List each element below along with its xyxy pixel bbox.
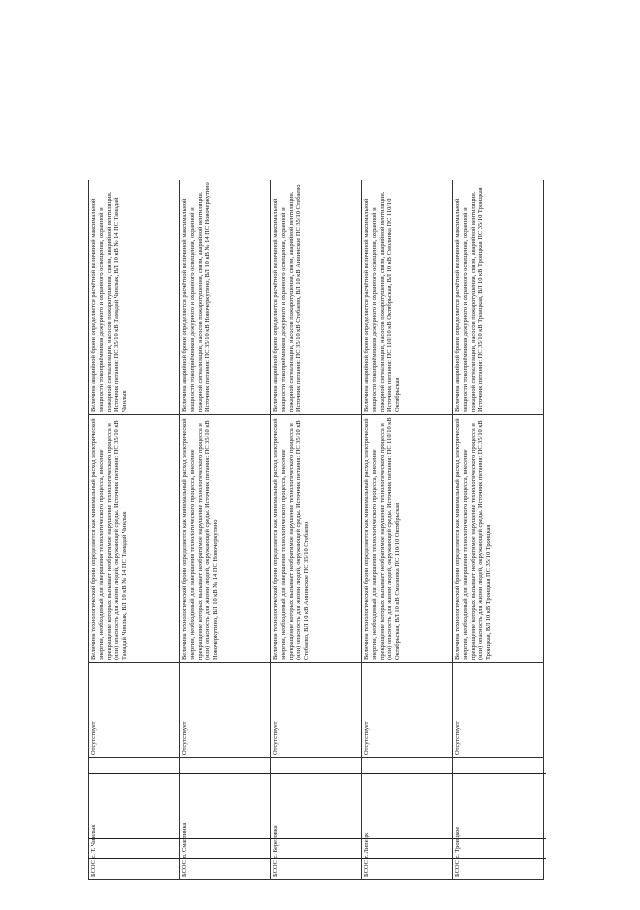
table-row	[453, 180, 544, 880]
status-cell: Отсутствует	[271, 663, 362, 758]
table-row	[362, 180, 453, 880]
facility-name-cell: БСОС г. Липецк	[362, 758, 453, 880]
emergency-reserve-cell: Величина аварийной брони определяется расчётной величиной максимальной мощности токоприёмников дежурного и охранного освещения, охранной и пожарной сигнализации, насосов пожаротушения, связи, аварийной вентиляции. Источник питания: ПС 35/10 кВ Новочеркутино, ВЛ 10 кВ № 14 ПС Новочеркутино	[180, 180, 271, 415]
emergency-reserve-cell: Величина аварийной брони определяется расчётной величиной максимальной мощности токоприёмников дежурного и охранного освещения, охранной и пожарной сигнализации, насосов пожаротушения, связи, аварийной вентиляции. Источник питания: ПС 35/10 кВ Троицкая, ВЛ 10 кВ Троицкая ПС 35/10 Троицкая	[453, 180, 544, 415]
table-row	[89, 180, 180, 880]
status-cell: Отсутствует	[453, 663, 544, 758]
status-cell: Отсутствует	[180, 663, 271, 758]
technological-reserve-cell: Величина технологической брони определяется как минимальный расход электрической энергии, необходимый для завершения технологического процесса, внесение прекращение которых вызывает необратимое нарушение технологического процесса и (или) опасность для жизни людей, окружающей среды. Источник питания: ПС 35/10 кВ Новочеркутино, ВЛ 10 кВ № 14 ПС Новочеркутино	[180, 415, 271, 663]
facility-name-cell: БСОС с. Т. Чинлык	[89, 758, 180, 880]
rotated-table-container	[88, 180, 544, 880]
status-cell: Отсутствует	[362, 663, 453, 758]
footer-divider-top	[88, 773, 546, 774]
facility-name-cell: БСОС с. Троицкое	[453, 758, 544, 880]
rotated-table-region	[88, 180, 548, 910]
technological-reserve-cell: Величина технологической брони определяется как минимальный расход электрической энергии, необходимый для завершения технологического процесса, внесение прекращение которых вызывает необратимое нарушение технологического процесса и (или) опасность для жизни людей, окружающей среды. Источник питания: ПС 35/10 кВ Троицкая, ВЛ 10 кВ Троицкая ПС 35/10 Троицкая	[453, 415, 544, 663]
status-cell: Отсутствует	[89, 663, 180, 758]
technological-reserve-cell: Величина технологической брони определяется как минимальный расход электрической энергии, необходимый для завершения технологического процесса, внесение прекращение которых вызывает необратимое нарушение технологического процесса и (или) опасность для жизни людей, окружающей среды. Источник питания: ПС 35/10 кВ Стебаево, ВЛ 10 кВ Аннинское ПС 35/10 Стебаево	[271, 415, 362, 663]
footer-divider-bottom	[88, 858, 546, 859]
power-reserve-table	[88, 180, 544, 880]
footer-divider-middle	[88, 838, 546, 839]
table-row	[180, 180, 271, 880]
emergency-reserve-cell: Величина аварийной брони определяется расчётной величиной максимальной мощности токоприёмников дежурного и охранного освещения, охранной и пожарной сигнализации, насосов пожаротушения, связи, аварийной вентиляции. Источник питания: ПС 35/10 кВ Тамадай Чинлык, ВЛ 10 кВ № 14 ПС Тамадай Чинлык	[89, 180, 180, 415]
emergency-reserve-cell: Величина аварийной брони определяется расчётной величиной максимальной мощности токоприёмников дежурного и охранного освещения, охранной и пожарной сигнализации, насосов пожаротушения, связи, аварийной вентиляции. Источник питания: ПС 110/10 кВ Октябрьская, ВЛ 10 кВ Смолинка ПС 110/10 Октябрьская	[362, 180, 453, 415]
table-row	[271, 180, 362, 880]
facility-name-cell: БСОС с. Березовка	[271, 758, 362, 880]
emergency-reserve-cell: Величина аварийной брони определяется расчётной величиной максимальной мощности токоприёмников дежурного и охранного освещения, охранной и пожарной сигнализации, насосов пожаротушения, связи, аварийной вентиляции. Источник питания: ПС 35/10 кВ Стебаево, ВЛ 10 кВ Аннинское ПС 35/10 Стебаево	[271, 180, 362, 415]
facility-name-cell: БСОС п. Смаглинка	[180, 758, 271, 880]
technological-reserve-cell: Величина технологической брони определяется как минимальный расход электрической энергии, необходимый для завершения технологического процесса, внесение прекращение которых вызывает необратимое нарушение технологического процесса и (или) опасность для жизни людей, окружающей среды. Источник питания: ПС 35/10 кВ Тамадай Чинлык, ВЛ 10 кВ № 14 ПС Тамадай Чинлык	[89, 415, 180, 663]
technological-reserve-cell: Величина технологической брони определяется как минимальный расход электрической энергии, необходимый для завершения технологического процесса, внесение прекращение которых вызывает необратимое нарушение технологического процесса и (или) опасность для жизни людей, окружающей среды. Источник питания: ПС 110/10 кВ Октябрьская, ВЛ 10 кВ Смолинка ПС 110/10 Октябрьская	[362, 415, 453, 663]
